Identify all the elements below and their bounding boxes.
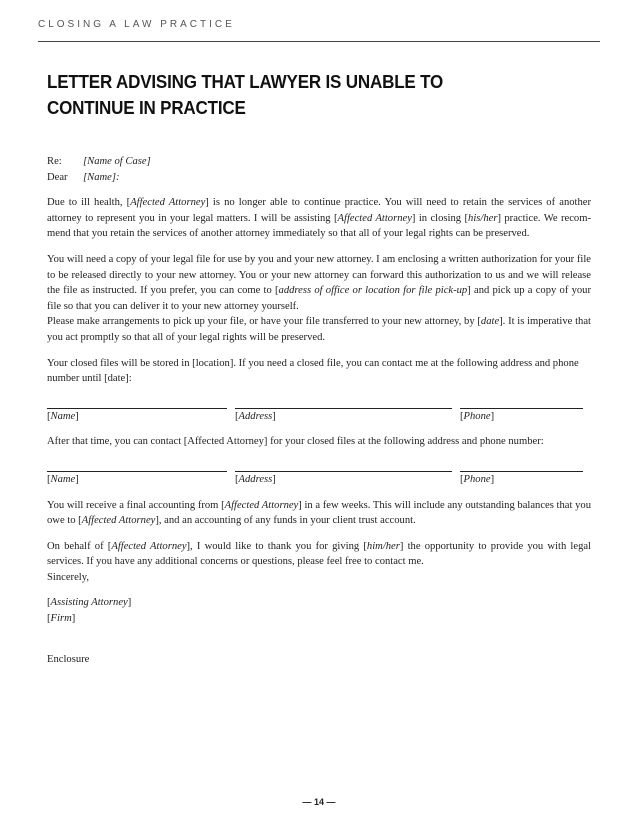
contact-block-2: [47, 460, 591, 488]
placeholder: Affected Attorney: [111, 540, 187, 552]
text: You will receive a final accounting from [: [47, 499, 225, 511]
header-divider: [38, 41, 600, 42]
text: You will need a copy of your legal file for use by you and your new attorney. I am enclosing a written authorization for your file to be released directly to your new attorney. You or your new attorney can forward this authorization to us and we will release the file as instructed. If you prefer, you can come to [: [47, 253, 591, 297]
text: On behalf of [: [47, 540, 112, 552]
firm-line: [Firm]: [47, 613, 76, 625]
name-placeholder: Name: [50, 473, 76, 485]
page-number: — 14 —: [302, 797, 336, 807]
paragraph-after-time: After that time, you can contact [Affected Attorney] for your closed files at the following address and phone number:: [47, 436, 544, 448]
name-column: [Name]: [47, 460, 235, 488]
text: ] in closing [: [411, 212, 469, 224]
firm-placeholder: Firm: [50, 613, 72, 625]
paragraph-thanks: [47, 539, 591, 570]
placeholder: address of office or location for file pick-up: [278, 285, 468, 297]
address-column: [Address]: [235, 460, 460, 488]
salutation: [47, 170, 591, 186]
blank-line: [460, 397, 583, 409]
re-line: [47, 154, 591, 170]
text: ] is no longer able to continue practice. You will need to retain the services of another attorney to represent you in your legal matters. I will be assisting [: [47, 197, 592, 224]
blank-line: [235, 460, 452, 472]
dear-label: Dear: [47, 171, 68, 183]
running-header: CLOSING A LAW PRACTICE: [38, 19, 235, 30]
enclosure-note: Enclosure: [47, 653, 90, 665]
placeholder: Affected Attorney: [81, 515, 156, 527]
text: Due to ill health, [: [47, 197, 131, 209]
address-placeholder: Address: [238, 473, 273, 485]
paragraph-ill-health: [47, 195, 591, 242]
paragraph-legal-file: [47, 252, 591, 314]
blank-line: [47, 460, 227, 472]
re-label: Re:: [47, 156, 62, 167]
closing: Sincerely,: [47, 571, 89, 583]
text: ] the opportunity to provide you with legal services. If you have any additional concerns or questions, please feel free to contact me.: [47, 540, 592, 568]
name-placeholder: Name: [50, 410, 76, 422]
address-column: [Address]: [235, 397, 460, 425]
phone-column: [Phone]: [460, 460, 591, 488]
placeholder: Affected Attorney: [337, 212, 412, 224]
letter-body: [47, 154, 591, 667]
blank-line: [47, 397, 227, 409]
placeholder: date: [480, 316, 500, 328]
phone-placeholder: Phone: [463, 410, 491, 422]
text: ], and an accounting of any funds in your client trust account.: [155, 515, 416, 527]
letter-title: LETTER ADVISING THAT LAWYER IS UNABLE TO CONTINUE IN PRACTICE: [47, 71, 444, 118]
case-name-placeholder: [Name of Case]: [83, 156, 151, 167]
placeholder: his/her: [468, 212, 498, 224]
assisting-attorney-placeholder: Assisting Attorney: [50, 597, 128, 609]
text: ] and pick up a copy of your file so that you can deliver it to your new attorney yourself.: [47, 285, 591, 312]
address-placeholder: Address: [238, 410, 273, 422]
text: ] in a few weeks. This will include any outstanding balances that you owe to [: [47, 499, 591, 527]
placeholder: Affected Attorney: [130, 197, 206, 209]
blank-line: [460, 460, 583, 472]
phone-placeholder: Phone: [463, 473, 491, 485]
text: Please make arrangements to pick up your file, or have your file transferred to your new attorney, by [: [47, 316, 481, 328]
text: ], I would like to thank you for giving [: [186, 540, 367, 552]
placeholder: Affected Attorney: [224, 499, 299, 511]
paragraph-pickup: [47, 314, 591, 345]
blank-line: [235, 397, 452, 409]
text: ]. It is imperative that you act promptly so that all of your legal rights will be preserved.: [47, 316, 591, 343]
phone-column: [Phone]: [460, 397, 591, 425]
assisting-attorney-line: [Assisting Attorney]: [47, 597, 132, 609]
placeholder: him/her: [366, 540, 400, 552]
paragraph-final-accounting: [47, 498, 591, 529]
recipient-name-placeholder: [Name]:: [83, 171, 120, 183]
text: ] practice. We recom-mend that you retain the services of another attorney immediately so that all of your legal rights can be preserved.: [47, 212, 591, 240]
paragraph-closed-files: Your closed files will be stored in [location]. If you need a closed file, you can contact me at the following address and phone number until [date]:: [47, 357, 579, 385]
contact-block-1: [47, 397, 591, 425]
name-column: [Name]: [47, 397, 235, 425]
